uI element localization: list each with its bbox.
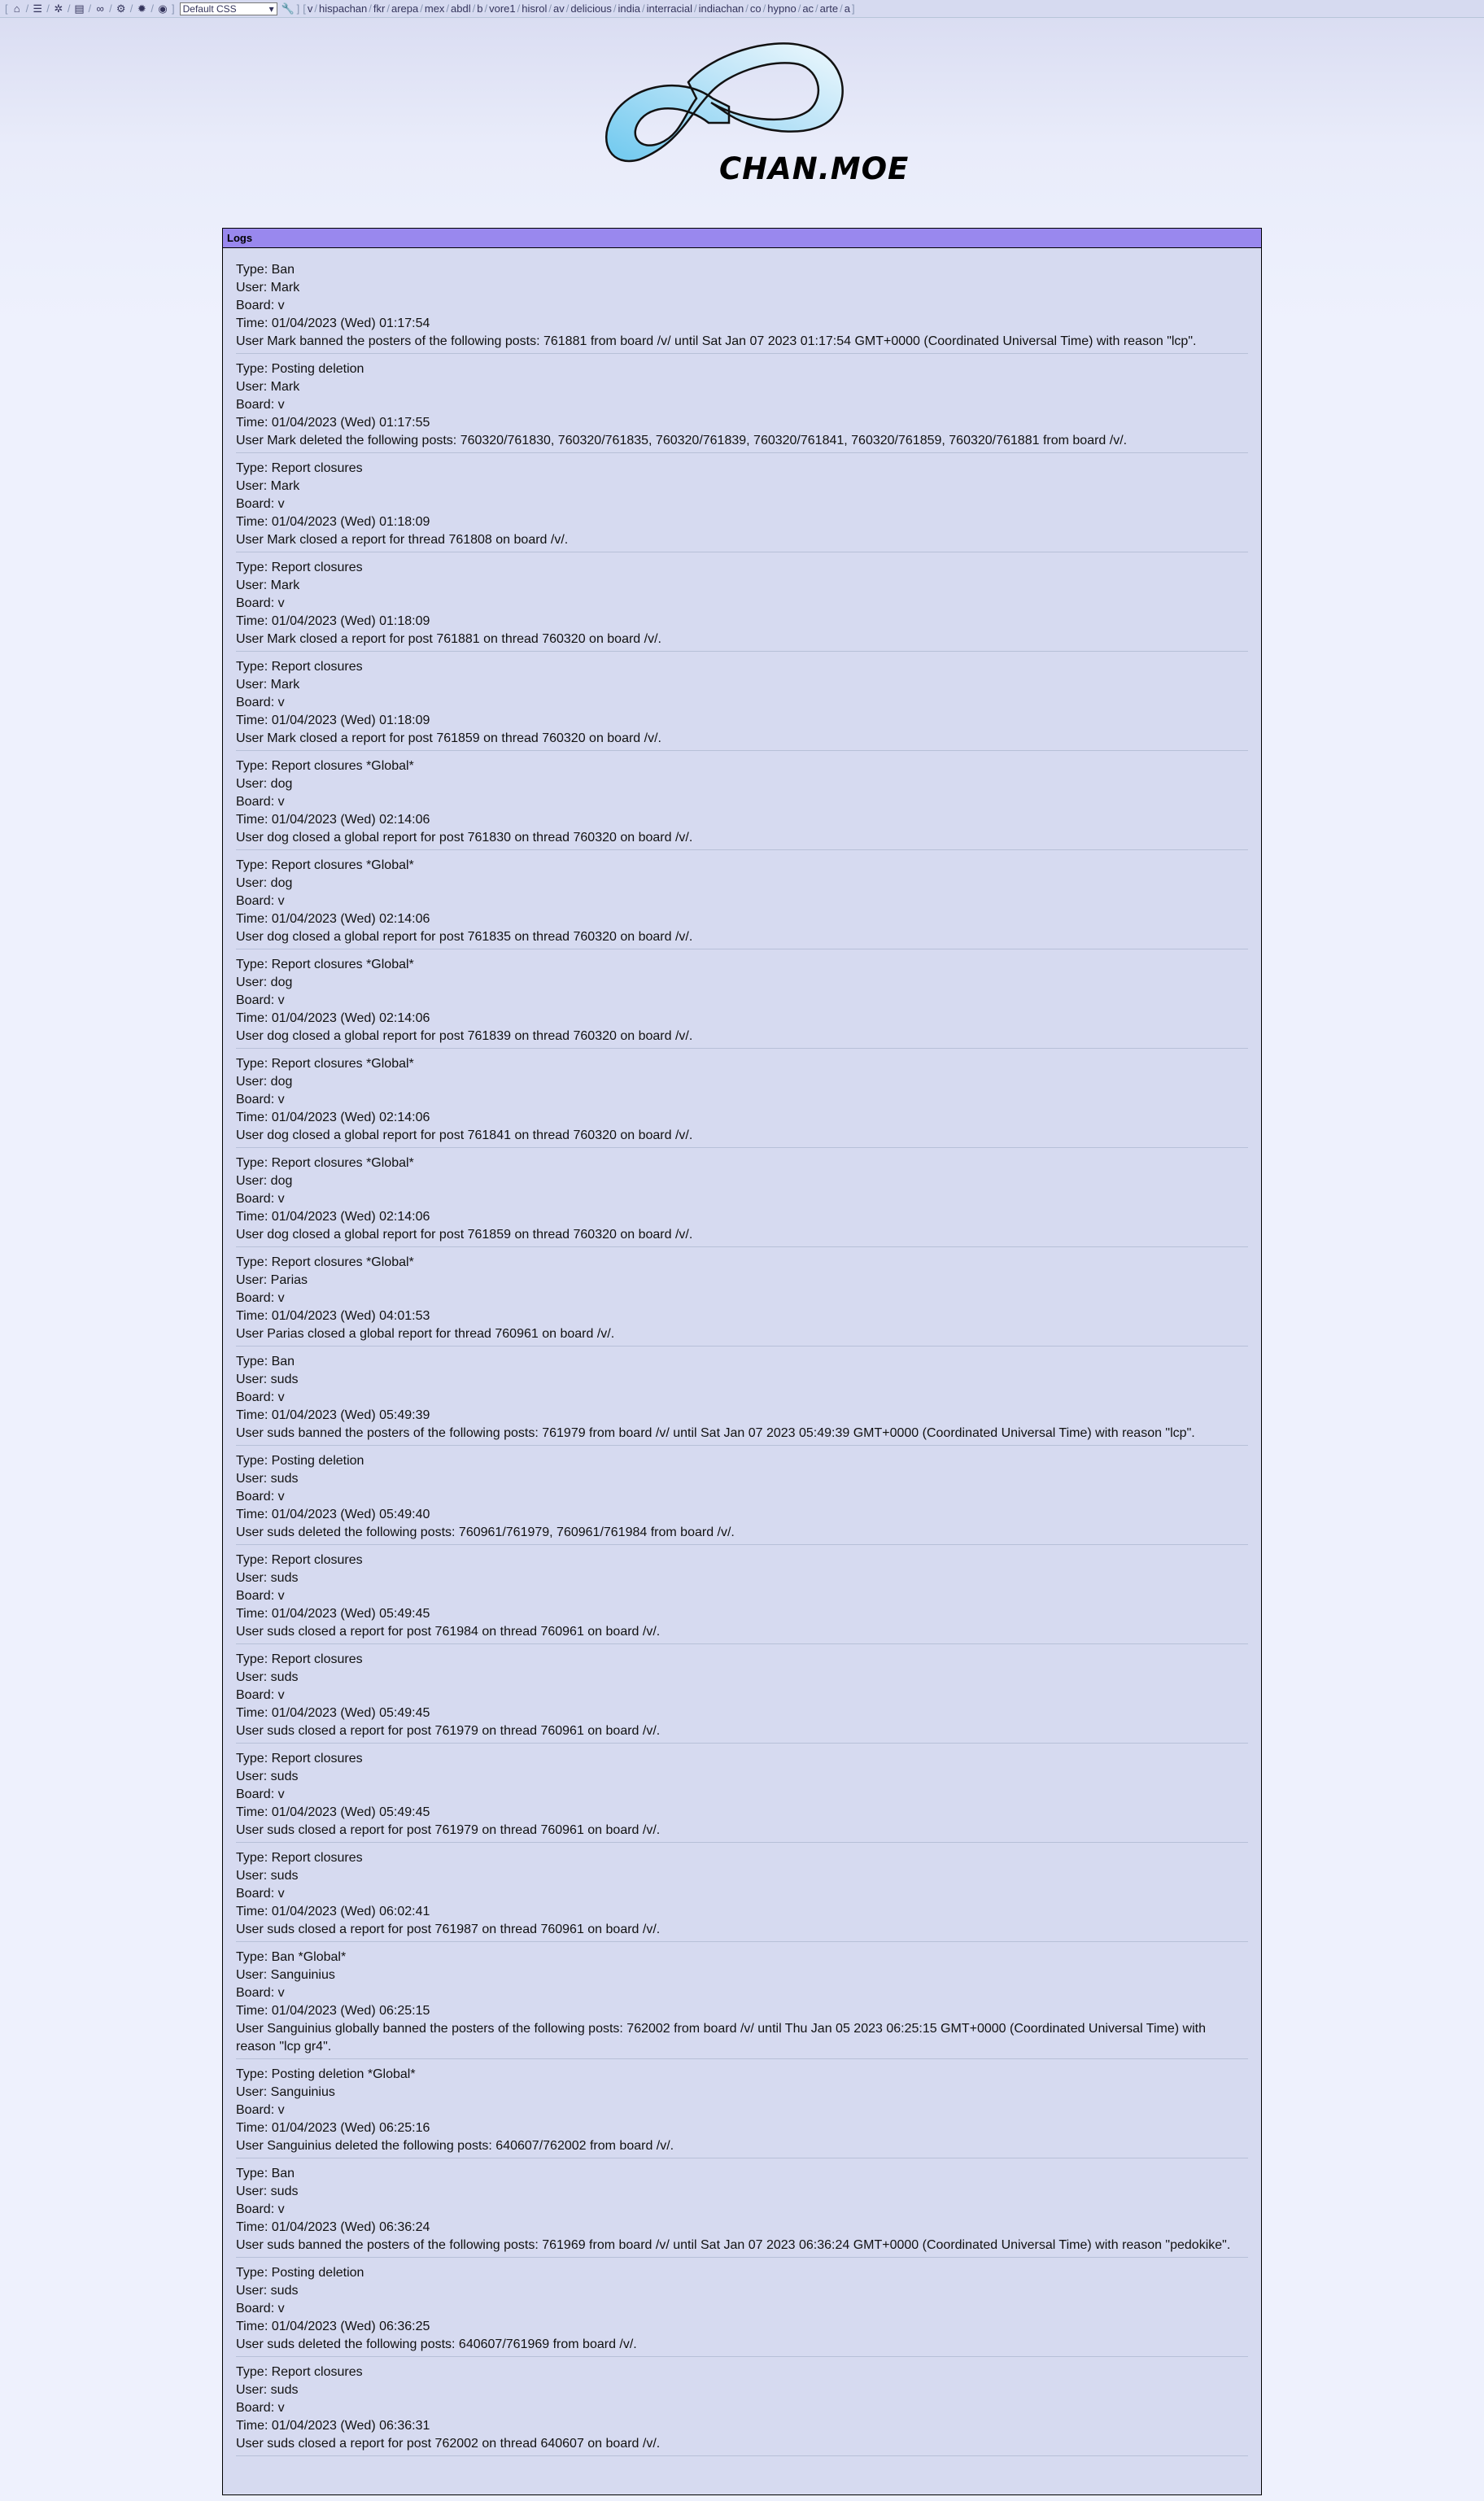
link-icon[interactable]: ∞ <box>96 2 104 15</box>
log-entry-board: Board: v <box>236 2103 285 2117</box>
log-entry-type: Type: Report closures *Global* <box>236 1057 414 1071</box>
log-entry-type: Type: Posting deletion <box>236 362 364 376</box>
board-link[interactable]: v <box>307 2 313 15</box>
board-link[interactable]: delicious <box>570 2 612 15</box>
board-link[interactable]: hypno <box>767 2 797 15</box>
log-entry-type: Type: Posting deletion <box>236 1454 364 1468</box>
log-entry <box>236 456 1248 552</box>
log-entry-board: Board: v <box>236 398 285 412</box>
log-entry-user: User: suds <box>236 2185 299 2198</box>
log-entry-board: Board: v <box>236 1887 285 1901</box>
cog-icon[interactable]: ✹ <box>137 2 146 15</box>
log-entry-desc: User dog closed a global report for post 761859 on thread 760320 on board /v/. <box>236 1228 693 1242</box>
log-entry-user: User: dog <box>236 777 293 791</box>
log-entry-board: Board: v <box>236 2202 285 2216</box>
board-link[interactable]: arepa <box>391 2 419 15</box>
board-link[interactable]: interracial <box>646 2 692 15</box>
log-entry-time: Time: 01/04/2023 (Wed) 06:25:15 <box>236 2004 430 2018</box>
log-entry-user: User: Mark <box>236 479 300 493</box>
log-entry-time: Time: 01/04/2023 (Wed) 02:14:06 <box>236 912 430 926</box>
log-entry-time: Time: 01/04/2023 (Wed) 05:49:45 <box>236 1706 430 1720</box>
log-entry-user: User: Mark <box>236 380 300 394</box>
log-entry-desc: User suds banned the posters of the following posts: 761969 from board /v/ until Sat Jan 07 2023 06:36:24 GMT+0000 (Coordinated Universal Time) with reason "pedokike". <box>236 2238 1231 2252</box>
list-icon[interactable]: ☰ <box>33 2 43 15</box>
log-entry-type: Type: Report closures <box>236 461 363 475</box>
log-entry <box>236 655 1248 751</box>
log-entry-type: Type: Report closures <box>236 2365 363 2379</box>
log-entry-time: Time: 01/04/2023 (Wed) 02:14:06 <box>236 1210 430 1224</box>
log-entry-desc: User suds closed a report for post 761979 on thread 760961 on board /v/. <box>236 1724 661 1738</box>
log-entry <box>236 1449 1248 1545</box>
board-link[interactable]: b <box>477 2 483 15</box>
log-entry <box>236 2062 1248 2158</box>
log-entry-type: Type: Report closures <box>236 1851 363 1865</box>
log-entry-time: Time: 01/04/2023 (Wed) 01:17:55 <box>236 416 430 430</box>
log-entry-desc: User suds closed a report for post 761979 on thread 760961 on board /v/. <box>236 1823 661 1837</box>
logs-panel <box>222 228 1262 2495</box>
log-entry <box>236 1250 1248 1347</box>
log-entry-desc: User suds deleted the following posts: 640607/761969 from board /v/. <box>236 2337 637 2351</box>
log-entry-time: Time: 01/04/2023 (Wed) 02:14:06 <box>236 813 430 827</box>
board-link[interactable]: abdl <box>451 2 471 15</box>
log-entry-time: Time: 01/04/2023 (Wed) 06:36:31 <box>236 2419 430 2433</box>
log-entry <box>236 1052 1248 1148</box>
log-entry-board: Board: v <box>236 696 285 709</box>
gear-icon[interactable]: ⚙ <box>116 2 126 15</box>
log-entry-type: Type: Ban <box>236 2167 295 2180</box>
log-entry-user: User: suds <box>236 2383 299 2397</box>
log-entry-desc: User Mark closed a report for post 761881 on thread 760320 on board /v/. <box>236 632 661 646</box>
log-entry-user: User: Parias <box>236 1273 308 1287</box>
log-entry-time: Time: 01/04/2023 (Wed) 02:14:06 <box>236 1111 430 1124</box>
log-entry-board: Board: v <box>236 993 285 1007</box>
log-entry-type: Type: Report closures <box>236 1652 363 1666</box>
log-entry <box>236 2162 1248 2258</box>
board-link[interactable]: vore1 <box>489 2 516 15</box>
log-entry-user: User: Mark <box>236 578 300 592</box>
log-entry-time: Time: 01/04/2023 (Wed) 06:36:25 <box>236 2320 430 2333</box>
log-entry-type: Type: Report closures *Global* <box>236 1255 414 1269</box>
log-entry-board: Board: v <box>236 1291 285 1305</box>
site-logo[interactable] <box>591 37 910 200</box>
board-link[interactable]: mex <box>424 2 445 15</box>
log-entry-board: Board: v <box>236 795 285 809</box>
log-entry-board: Board: v <box>236 596 285 610</box>
log-entry-time: Time: 01/04/2023 (Wed) 01:18:09 <box>236 714 430 727</box>
log-entry <box>236 1747 1248 1843</box>
log-entry <box>236 754 1248 850</box>
log-entry <box>236 258 1248 354</box>
log-entry-type: Type: Report closures <box>236 1553 363 1567</box>
log-entry <box>236 1648 1248 1744</box>
css-theme-select[interactable] <box>180 2 277 15</box>
wrench-icon[interactable]: 🔧 <box>281 2 295 15</box>
eye-icon[interactable]: ◉ <box>158 2 168 15</box>
log-entry-user: User: Sanguinius <box>236 2085 335 2099</box>
logs-header: Logs <box>223 229 1261 248</box>
log-entry <box>236 1548 1248 1644</box>
log-entry-user: User: dog <box>236 1075 293 1089</box>
log-entry-desc: User dog closed a global report for post 761830 on thread 760320 on board /v/. <box>236 831 693 845</box>
log-entry-board: Board: v <box>236 894 285 908</box>
log-entry-desc: User Mark deleted the following posts: 760320/761830, 760320/761835, 760320/761839, 760320/761841, 760320/761859, 760320/761881 from board /v/. <box>236 434 1128 447</box>
log-entry-board: Board: v <box>236 497 285 511</box>
log-entry-board: Board: v <box>236 1490 285 1504</box>
log-entry-board: Board: v <box>236 1390 285 1404</box>
log-entry-type: Type: Ban <box>236 1355 295 1368</box>
board-link[interactable]: hispachan <box>319 2 368 15</box>
board-link[interactable]: a <box>844 2 850 15</box>
log-entry-type: Type: Ban <box>236 263 295 277</box>
log-entry-desc: User suds closed a report for post 761987 on thread 760961 on board /v/. <box>236 1923 661 1936</box>
log-entry-type: Type: Ban *Global* <box>236 1950 347 1964</box>
top-nav-bar: [ ⌂ / ☰ / ✲ / ▤ / ∞ / ⚙ / ✹ / ◉ ] Default CSS ▾ 🔧 ] [ v / hispachan / fkr / arepa / mex / abdl / b / vore1 / hisrol / av / delicious / india / interracial / indiachan / co / hypno / ac / arte / a ] <box>0 0 1484 18</box>
log-entry-time: Time: 01/04/2023 (Wed) 05:49:45 <box>236 1805 430 1819</box>
board-link[interactable]: hisrol <box>522 2 548 15</box>
log-entry <box>236 1350 1248 1446</box>
log-entry-type: Type: Report closures <box>236 660 363 674</box>
log-entry-user: User: suds <box>236 1770 299 1783</box>
settings-icon[interactable]: ✲ <box>54 2 63 15</box>
log-entry-type: Type: Report closures <box>236 561 363 574</box>
log-entry-user: User: suds <box>236 2284 299 2298</box>
log-entry-time: Time: 01/04/2023 (Wed) 01:17:54 <box>236 316 430 330</box>
log-entry-desc: User Mark closed a report for thread 761808 on board /v/. <box>236 533 569 547</box>
board-link[interactable]: indiachan <box>698 2 744 15</box>
log-entry-desc: User Parias closed a global report for thread 760961 on board /v/. <box>236 1327 615 1341</box>
log-entry-user: User: suds <box>236 1869 299 1883</box>
log-entry-user: User: Mark <box>236 281 300 295</box>
log-entry-desc: User suds deleted the following posts: 760961/761979, 760961/761984 from board /v/. <box>236 1525 735 1539</box>
log-entry-time: Time: 01/04/2023 (Wed) 04:01:53 <box>236 1309 430 1323</box>
log-entry-type: Type: Report closures *Global* <box>236 1156 414 1170</box>
css-theme-select-value: Default CSS <box>182 2 237 15</box>
log-entry <box>236 853 1248 949</box>
log-entry <box>236 1151 1248 1247</box>
log-entry <box>236 2261 1248 2357</box>
log-entry <box>236 556 1248 652</box>
log-entry-desc: User suds banned the posters of the following posts: 761979 from board /v/ until Sat Jan 07 2023 05:49:39 GMT+0000 (Coordinated Universal Time) with reason "lcp". <box>236 1426 1195 1440</box>
board-link[interactable]: ac <box>802 2 814 15</box>
log-entry <box>236 357 1248 453</box>
log-entry-board: Board: v <box>236 1093 285 1106</box>
log-entry-type: Type: Posting deletion *Global* <box>236 2067 416 2081</box>
log-entry-user: User: dog <box>236 976 293 989</box>
log-entry <box>236 1846 1248 1942</box>
log-entry-desc: User dog closed a global report for post 761835 on thread 760320 on board /v/. <box>236 930 693 944</box>
log-entry-board: Board: v <box>236 299 285 312</box>
log-entry-user: User: Sanguinius <box>236 1968 335 1982</box>
board-link[interactable]: av <box>552 2 565 15</box>
board-links: v / hispachan / fkr / arepa / mex / abdl / b / vore1 / hisrol / av / delicious / india / interracial / indiachan / co / hypno / ac / arte / a <box>307 2 850 15</box>
log-entry-user: User: suds <box>236 1472 299 1486</box>
log-entry-type: Type: Posting deletion <box>236 2266 364 2280</box>
log-entry-board: Board: v <box>236 2401 285 2415</box>
log-entry <box>236 1945 1248 2059</box>
log-entry-user: User: suds <box>236 1571 299 1585</box>
log-entry-user: User: dog <box>236 1174 293 1188</box>
log-entry-time: Time: 01/04/2023 (Wed) 05:49:45 <box>236 1607 430 1621</box>
home-icon[interactable]: ⌂ <box>13 2 20 15</box>
log-entry-desc: User dog closed a global report for post 761839 on thread 760320 on board /v/. <box>236 1029 693 1043</box>
log-entry-time: Time: 01/04/2023 (Wed) 02:14:06 <box>236 1011 430 1025</box>
log-entry-time: Time: 01/04/2023 (Wed) 06:02:41 <box>236 1905 430 1918</box>
log-entry-board: Board: v <box>236 1589 285 1603</box>
chevron-down-icon: ▾ <box>268 2 274 15</box>
log-entry-user: User: dog <box>236 876 293 890</box>
log-entry-desc: User suds closed a report for post 761984 on thread 760961 on board /v/. <box>236 1625 661 1639</box>
log-entry-type: Type: Report closures *Global* <box>236 858 414 872</box>
log-entry-board: Board: v <box>236 2302 285 2315</box>
log-entry <box>236 2360 1248 2456</box>
log-entry-user: User: Mark <box>236 678 300 692</box>
log-entry-user: User: suds <box>236 1373 299 1386</box>
log-entry-desc: User Mark banned the posters of the following posts: 761881 from board /v/ until Sat Jan 07 2023 01:17:54 GMT+0000 (Coordinated Universal Time) with reason "lcp". <box>236 334 1197 348</box>
log-entry-time: Time: 01/04/2023 (Wed) 01:18:09 <box>236 515 430 529</box>
log-entry-type: Type: Report closures *Global* <box>236 759 414 773</box>
log-entry-desc: User Sanguinius globally banned the posters of the following posts: 762002 from board /v/ until Thu Jan 05 2023 06:25:15 GMT+0000 (Coordinated Universal Time) with reason "lcp gr4". <box>236 2022 1206 2054</box>
logo-text: CHAN.MOE <box>719 151 910 186</box>
log-entry-time: Time: 01/04/2023 (Wed) 06:25:16 <box>236 2121 430 2135</box>
log-entry-time: Time: 01/04/2023 (Wed) 05:49:39 <box>236 1408 430 1422</box>
log-entry-board: Board: v <box>236 1192 285 1206</box>
log-entry <box>236 953 1248 1049</box>
log-entry-board: Board: v <box>236 1688 285 1702</box>
log-entries <box>223 248 1261 2456</box>
log-entry-board: Board: v <box>236 1787 285 1801</box>
log-entry-time: Time: 01/04/2023 (Wed) 06:36:24 <box>236 2220 430 2234</box>
archive-icon[interactable]: ▤ <box>74 2 85 15</box>
board-link[interactable]: fkr <box>373 2 386 15</box>
log-entry-user: User: suds <box>236 1670 299 1684</box>
log-entry-time: Time: 01/04/2023 (Wed) 01:18:09 <box>236 614 430 628</box>
board-link[interactable]: arte <box>819 2 839 15</box>
board-link[interactable]: india <box>618 2 641 15</box>
board-link[interactable]: co <box>749 2 762 15</box>
log-entry-board: Board: v <box>236 1986 285 2000</box>
log-entry-desc: User Sanguinius deleted the following posts: 640607/762002 from board /v/. <box>236 2139 674 2153</box>
log-entry-type: Type: Report closures <box>236 1752 363 1766</box>
log-entry-desc: User Mark closed a report for post 761859 on thread 760320 on board /v/. <box>236 731 661 745</box>
log-entry-type: Type: Report closures *Global* <box>236 958 414 971</box>
log-entry-time: Time: 01/04/2023 (Wed) 05:49:40 <box>236 1508 430 1521</box>
log-entry-desc: User suds closed a report for post 762002 on thread 640607 on board /v/. <box>236 2437 661 2451</box>
log-entry-desc: User dog closed a global report for post 761841 on thread 760320 on board /v/. <box>236 1128 693 1142</box>
